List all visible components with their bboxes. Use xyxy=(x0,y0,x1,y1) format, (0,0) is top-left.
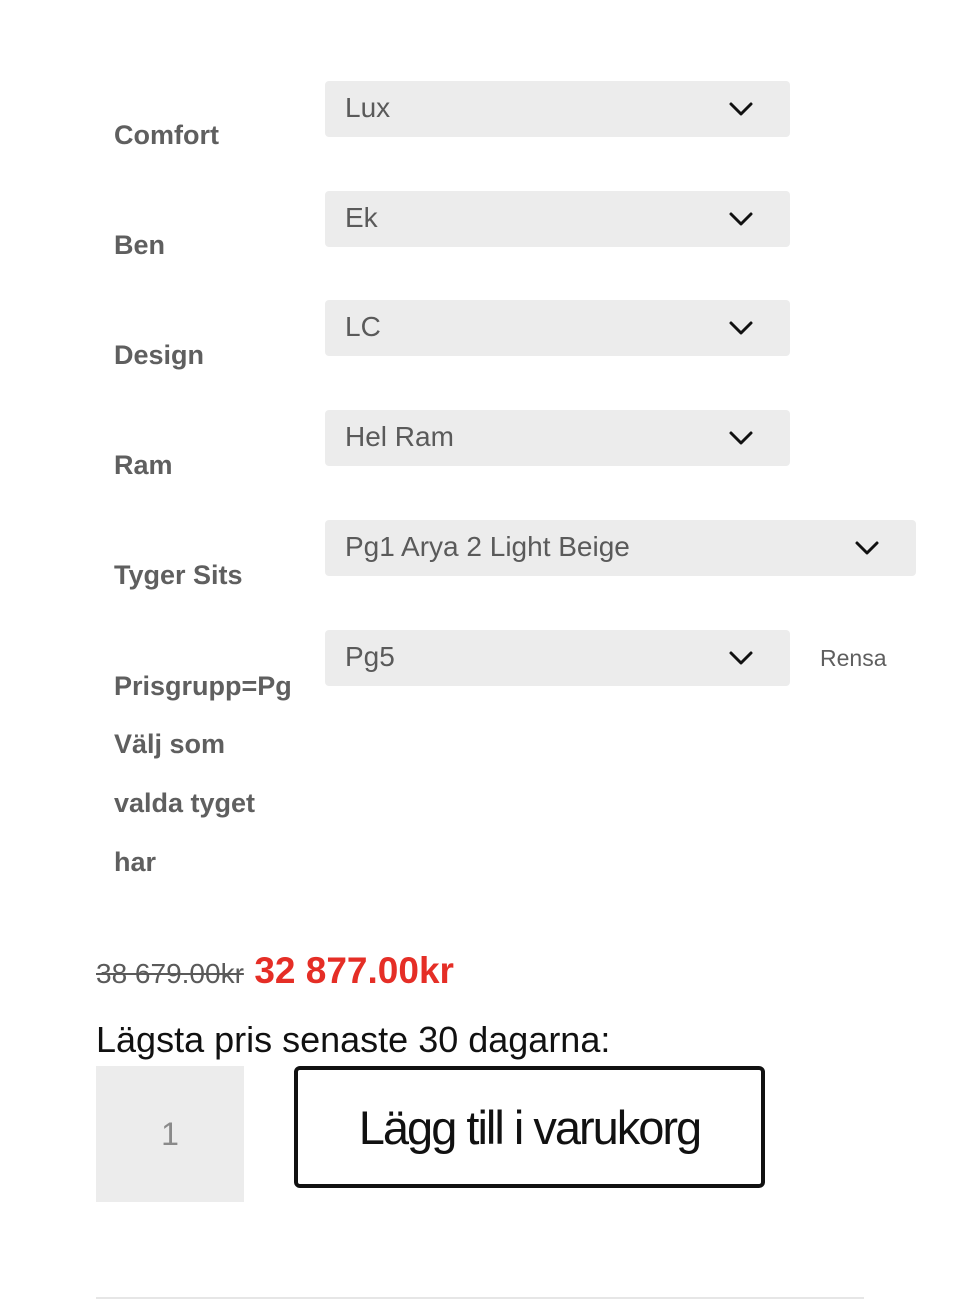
reset-variations-link[interactable]: Rensa xyxy=(820,645,887,671)
select-ben-value: Ek xyxy=(345,202,378,233)
select-comfort[interactable] xyxy=(325,81,790,137)
select-ben[interactable] xyxy=(325,191,790,247)
option-label-comfort: Comfort xyxy=(114,120,219,150)
select-tyger-sits[interactable] xyxy=(325,520,916,576)
option-helper-text: Välj som xyxy=(114,729,226,759)
quantity-input[interactable] xyxy=(96,1066,244,1202)
option-label-ram: Ram xyxy=(114,450,173,480)
add-to-cart-button[interactable]: Lägg till i varukorg xyxy=(294,1066,765,1188)
select-design-value: LC xyxy=(345,311,381,342)
select-ram[interactable] xyxy=(325,410,790,466)
price-row xyxy=(96,950,454,994)
select-comfort-value: Lux xyxy=(345,92,391,123)
option-helper-text: valda tyget xyxy=(114,788,256,818)
chevron-down-icon xyxy=(728,96,754,122)
sale-price: 32 877.00kr xyxy=(254,950,454,991)
chevron-down-icon xyxy=(728,425,754,451)
chevron-down-icon xyxy=(728,206,754,232)
select-ram-value: Hel Ram xyxy=(345,421,454,452)
select-prisgrupp-value: Pg5 xyxy=(345,641,395,672)
option-helper-text: har xyxy=(114,847,157,877)
lowest-price-label: Lägsta pris senaste 30 dagarna: xyxy=(96,1019,611,1060)
option-label-design: Design xyxy=(114,340,205,370)
chevron-down-icon xyxy=(728,645,754,671)
option-label-prisgrupp: Prisgrupp=Pg xyxy=(114,671,292,701)
option-label-tyger-sits: Tyger Sits xyxy=(114,560,243,590)
regular-price: 38 679.00kr xyxy=(96,958,244,989)
chevron-down-icon xyxy=(854,535,880,561)
select-prisgrupp[interactable] xyxy=(325,630,790,686)
option-label-ben: Ben xyxy=(114,230,166,260)
divider xyxy=(96,1297,864,1299)
chevron-down-icon xyxy=(728,315,754,341)
select-tyger-sits-value: Pg1 Arya 2 Light Beige xyxy=(345,531,630,562)
select-design[interactable] xyxy=(325,300,790,356)
